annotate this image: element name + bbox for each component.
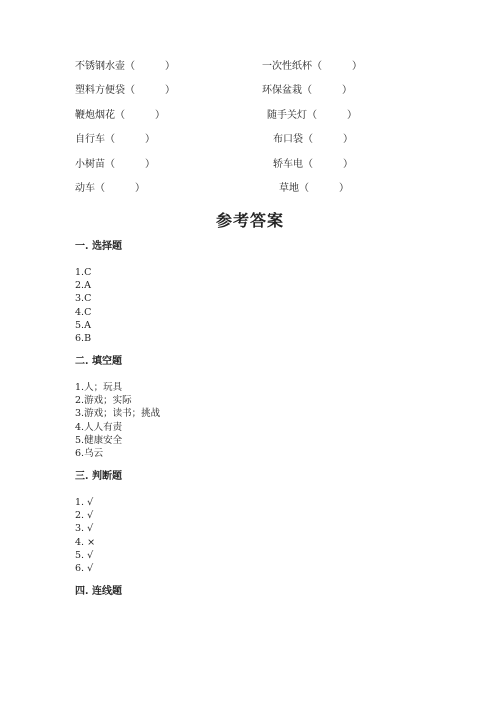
matching-item-left: 塑料方便袋（ ） [75, 85, 175, 97]
matching-item-right: 布口袋（ ） [273, 134, 353, 146]
answer-item: 6.乌云 [75, 448, 104, 460]
matching-row [75, 107, 415, 131]
matching-item-right: 轿车电（ ） [273, 158, 353, 170]
answer-list [75, 266, 455, 345]
matching-item-left: 不锈钢水壶（ ） [75, 61, 175, 72]
answer-item: 4.C [75, 306, 92, 318]
answer-list [75, 381, 455, 460]
section-heading: 一. 选择题 [75, 241, 122, 252]
matching-item-right: 随手关灯（ ） [267, 109, 357, 121]
section-multiple-choice [75, 240, 455, 345]
answer-item: 1.人；玩具 [75, 382, 123, 393]
answer-item: 5.A [75, 319, 91, 331]
section-heading: 四. 连线题 [75, 586, 122, 597]
matching-item-right: 一次性纸杯（ ） [262, 61, 362, 72]
answer-item: 4. × [75, 536, 96, 548]
answer-item: 6.B [75, 333, 92, 345]
answer-item: 2.游戏；实际 [75, 395, 132, 407]
matching-item-left: 小树苗（ ） [75, 158, 155, 170]
matching-items [75, 58, 415, 204]
section-matching [75, 585, 455, 599]
section-fill-in-blank [75, 355, 455, 460]
answer-item: 1. √ [75, 497, 94, 508]
matching-row [75, 82, 415, 106]
answer-list [75, 496, 455, 575]
answer-item: 4.人人有责 [75, 421, 123, 433]
section-true-false [75, 470, 455, 575]
answer-key-title: 参考答案 [215, 211, 284, 230]
matching-item-right: 草地（ ） [279, 182, 349, 194]
answer-item: 5.健康安全 [75, 434, 123, 446]
matching-row [75, 156, 415, 180]
answer-item: 2.A [75, 280, 91, 292]
answer-item: 3.游戏；读书；挑战 [75, 408, 161, 420]
answer-item: 3.C [75, 293, 92, 305]
matching-row [75, 131, 415, 155]
matching-item-right: 环保盆栽（ ） [262, 85, 352, 97]
answer-item: 3. √ [75, 523, 94, 535]
answer-item: 1.C [75, 267, 92, 278]
matching-item-left: 自行车（ ） [75, 134, 155, 146]
section-heading: 二. 填空题 [75, 356, 122, 367]
matching-row [75, 180, 415, 204]
answer-item: 5. √ [75, 549, 94, 561]
answer-item: 2. √ [75, 510, 94, 522]
matching-row [75, 58, 415, 82]
section-heading: 三. 判断题 [75, 471, 122, 482]
matching-item-left: 动车（ ） [75, 182, 145, 194]
answer-item: 6. √ [75, 563, 94, 575]
matching-item-left: 鞭炮烟花（ ） [75, 109, 165, 121]
